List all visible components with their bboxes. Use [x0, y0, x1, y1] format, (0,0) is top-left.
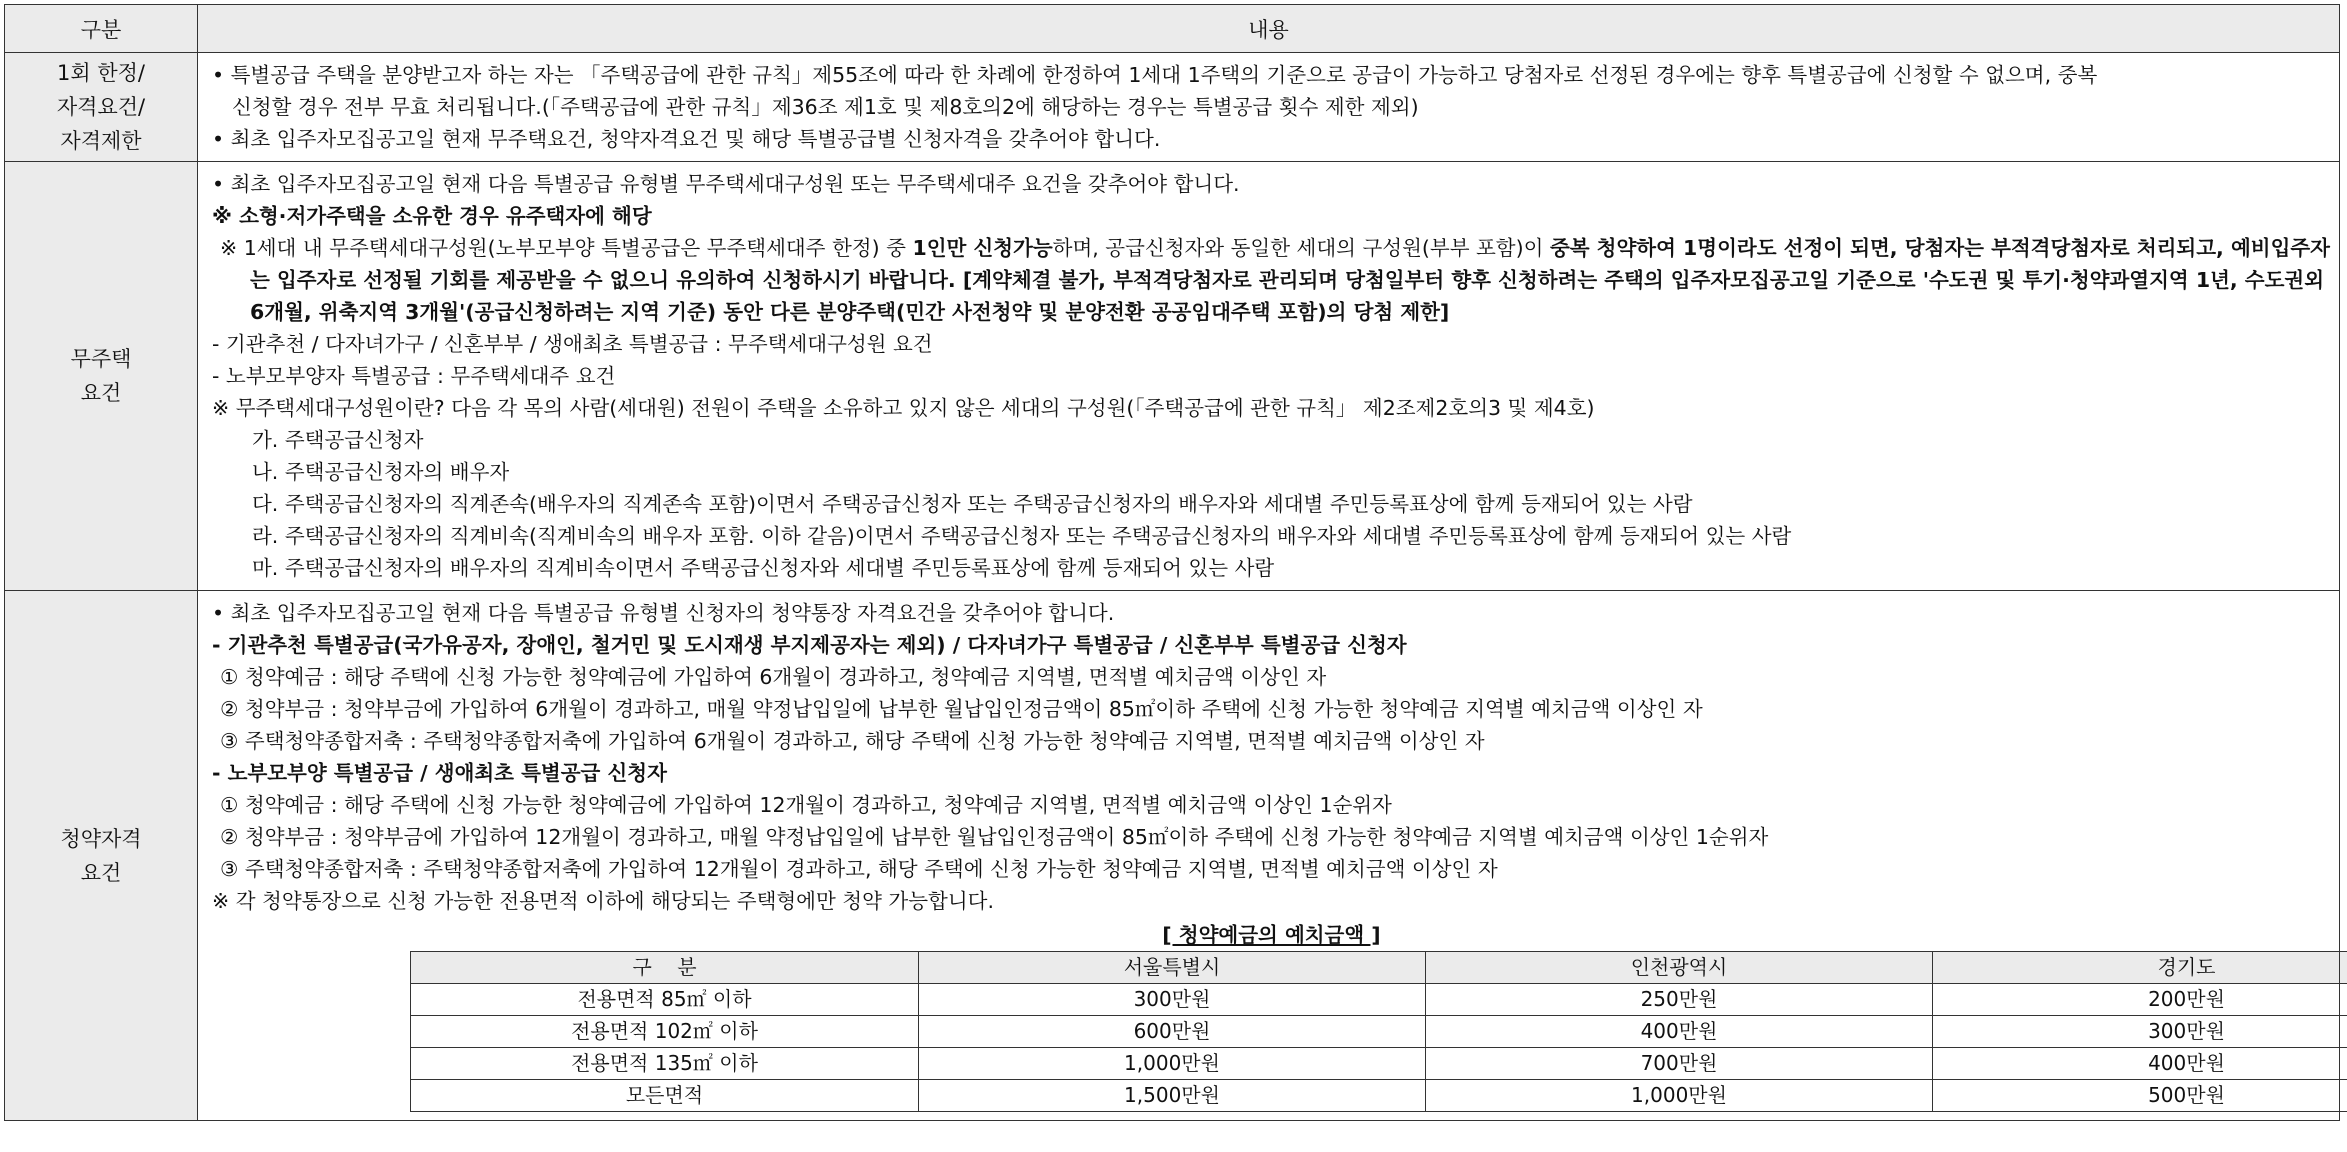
header-content: 내용 [198, 5, 2340, 53]
group-heading: - 노부모부양 특별공급 / 생애최초 특별공급 신청자 [212, 761, 667, 785]
header-row [5, 5, 2340, 53]
list-item: ② 청약부금 : 청약부금에 가입하여 12개월이 경과하고, 매월 약정납입일에 납부한 월납입인정금액이 85㎡이하 주택에 신청 가능한 청약예금 지역별 예치금액 이상인 1순위자 [220, 825, 1769, 849]
list-item: ③ 주택청약종합저축 : 주택청약종합저축에 가입하여 6개월이 경과하고, 해당 주택에 신청 가능한 청약예금 지역별, 면적별 예치금액 이상인 자 [220, 729, 1485, 753]
list-item: ③ 주택청약종합저축 : 주택청약종합저축에 가입하여 12개월이 경과하고, 해당 주택에 신청 가능한 청약예금 지역별, 면적별 예치금액 이상인 자 [220, 857, 1498, 881]
table-row [411, 1080, 2347, 1112]
bullet-line: 신청할 경우 전부 무효 처리됩니다.(「주택공급에 관한 규칙」제36조 제1호 및 제8호의2에 해당하는 경우는 특별공급 횟수 제한 제외) [232, 95, 1419, 119]
list-item: 나. 주택공급신청자의 배우자 [252, 460, 510, 484]
bullet-line: • 최초 입주자모집공고일 현재 다음 특별공급 유형별 신청자의 청약통장 자격요건을 갖추어야 합니다. [212, 601, 1115, 625]
document [4, 4, 2339, 1121]
table-row [411, 984, 2347, 1016]
rule-line: - 기관추천 / 다자녀가구 / 신혼부부 / 생애최초 특별공급 : 무주택세대구성원 요건 [212, 332, 933, 356]
deposit-table-title: [ 청약예금의 예치금액 ] [1162, 923, 1381, 947]
note-paragraph: ※ 1세대 내 무주택세대구성원(노부모부양 특별공급은 무주택세대주 한정) 중 1인만 신청가능하며, 공급신청자와 동일한 세대의 구성원(부부 포함)이 중복 청약하여 1명이라도 선정이 되면, 당첨자는 부적격당첨자로 처리되고, 예비입주자는 입주자로 선정될 기회를 제공받을 수 없으니 유의하여 신청하시기 바랍니다. [계약체결 불가, 부적격당첨자로 관리되며 당첨일부터 향후 신청하려는 주택의 입주자모집공고일 기준으로 '수도권 및 투기·청약과열지역 1년, 수도권외 6개월, 위축지역 3개월'(공급신청하려는 지역 기준) 동안 다른 분양주택(민간 사전청약 및 분양전환 공공임대주택 포함)의 당첨 제한] [220, 236, 2330, 324]
section-homeless [5, 162, 2340, 591]
note-line: ※ 소형·저가주택을 소유한 경우 유주택자에 해당 [212, 204, 652, 228]
deposit-header-row [411, 952, 2347, 984]
table-cell: 400만원 [1426, 1016, 1933, 1048]
table-cell: 300만원 [919, 984, 1426, 1016]
section-content [198, 162, 2340, 591]
table-cell: 600만원 [919, 1016, 1426, 1048]
list-item: ① 청약예금 : 해당 주택에 신청 가능한 청약예금에 가입하여 6개월이 경과하고, 청약예금 지역별, 면적별 예치금액 이상인 자 [220, 665, 1327, 689]
table-cell: 1,500만원 [919, 1080, 1426, 1112]
table-cell: 모든면적 [411, 1080, 919, 1112]
bullet-line: • 최초 입주자모집공고일 현재 다음 특별공급 유형별 무주택세대구성원 또는 무주택세대주 요건을 갖추어야 합니다. [212, 172, 1240, 196]
table-cell: 300만원 [1933, 1016, 2347, 1048]
table-cell: 1,000만원 [1426, 1080, 1933, 1112]
table-row [411, 1016, 2347, 1048]
deposit-header-cell: 경기도 [1933, 952, 2347, 984]
bullet-line: • 특별공급 주택을 분양받고자 하는 자는 「주택공급에 관한 규칙」제55조에 따라 한 차례에 한정하여 1세대 1주택의 기준으로 공급이 가능하고 당첨자로 선정된 경우에는 향후 특별공급에 신청할 수 없으며, 중복 [212, 63, 2098, 87]
deposit-table [410, 951, 2347, 1112]
table-cell: 700만원 [1426, 1048, 1933, 1080]
table-row [411, 1048, 2347, 1080]
note-line: ※ 각 청약통장으로 신청 가능한 전용면적 이하에 해당되는 주택형에만 청약 가능합니다. [212, 889, 994, 913]
list-item: 마. 주택공급신청자의 배우자의 직계비속이면서 주택공급신청자와 세대별 주민등록표상에 함께 등재되어 있는 사람 [252, 556, 1275, 580]
table-cell: 250만원 [1426, 984, 1933, 1016]
header-category: 구분 [5, 5, 198, 53]
group-heading: - 기관추천 특별공급(국가유공자, 장애인, 철거민 및 도시재생 부지제공자는 제외) / 다자녀가구 특별공급 / 신혼부부 특별공급 신청자 [212, 633, 1407, 657]
section-one-time-limit [5, 53, 2340, 162]
section-content [198, 591, 2340, 1121]
deposit-header-cell: 구 분 [411, 952, 919, 984]
category-label: 1회 한정/ 자격요건/ 자격제한 [5, 53, 198, 162]
category-label: 무주택 요건 [5, 162, 198, 591]
table-cell: 400만원 [1933, 1048, 2347, 1080]
list-item: ② 청약부금 : 청약부금에 가입하여 6개월이 경과하고, 매월 약정납입일에 납부한 월납입인정금액이 85㎡이하 주택에 신청 가능한 청약예금 지역별 예치금액 이상인 자 [220, 697, 1703, 721]
eligibility-table [4, 4, 2340, 1121]
section-content [198, 53, 2340, 162]
list-item: ① 청약예금 : 해당 주택에 신청 가능한 청약예금에 가입하여 12개월이 경과하고, 청약예금 지역별, 면적별 예치금액 이상인 1순위자 [220, 793, 1392, 817]
table-cell: 전용면적 102㎡ 이하 [411, 1016, 919, 1048]
list-item: 라. 주택공급신청자의 직계비속(직계비속의 배우자 포함. 이하 같음)이면서 주택공급신청자 또는 주택공급신청자의 배우자와 세대별 주민등록표상에 함께 등재되어 있는 사람 [252, 524, 1792, 548]
list-item: 가. 주택공급신청자 [252, 428, 424, 452]
table-cell: 전용면적 135㎡ 이하 [411, 1048, 919, 1080]
rule-line: - 노부모부양자 특별공급 : 무주택세대주 요건 [212, 364, 616, 388]
list-item: 다. 주택공급신청자의 직계존속(배우자의 직계존속 포함)이면서 주택공급신청자 또는 주택공급신청자의 배우자와 세대별 주민등록표상에 함께 등재되어 있는 사람 [252, 492, 1693, 516]
table-cell: 200만원 [1933, 984, 2347, 1016]
deposit-header-cell: 서울특별시 [919, 952, 1426, 984]
table-cell: 500만원 [1933, 1080, 2347, 1112]
bullet-line: • 최초 입주자모집공고일 현재 무주택요건, 청약자격요건 및 해당 특별공급별 신청자격을 갖추어야 합니다. [212, 127, 1161, 151]
table-cell: 전용면적 85㎡ 이하 [411, 984, 919, 1016]
table-cell: 1,000만원 [919, 1048, 1426, 1080]
deposit-header-cell: 인천광역시 [1426, 952, 1933, 984]
section-subscription [5, 591, 2340, 1121]
note-line: ※ 무주택세대구성원이란? 다음 각 목의 사람(세대원) 전원이 주택을 소유하고 있지 않은 세대의 구성원(「주택공급에 관한 규칙」 제2조제2호의3 및 제4호) [212, 396, 1595, 420]
category-label: 청약자격 요건 [5, 591, 198, 1121]
